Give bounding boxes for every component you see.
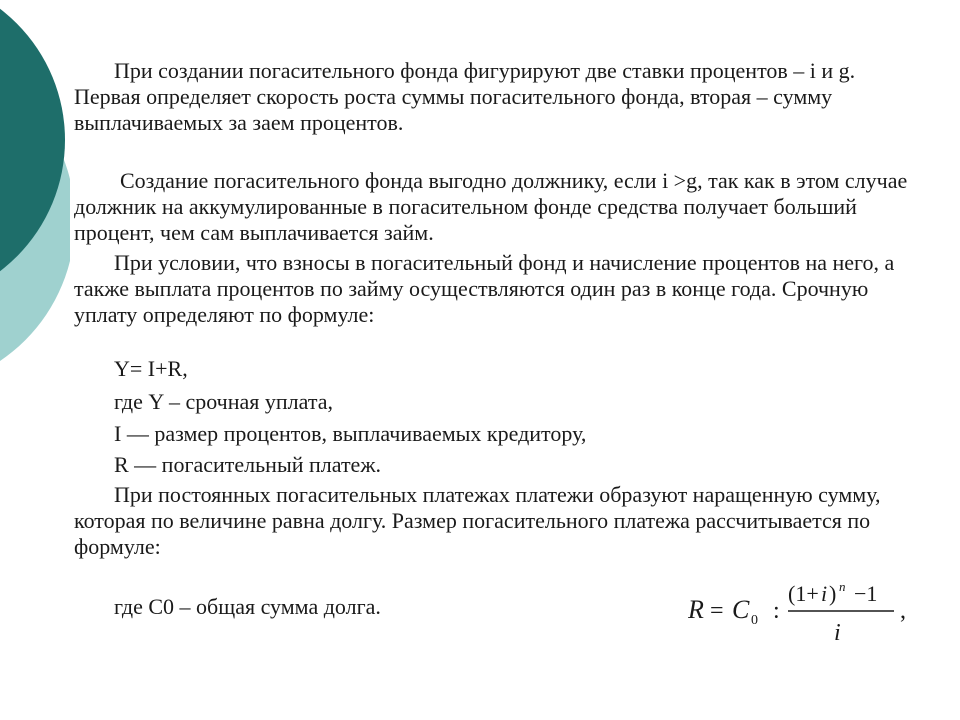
formula-c-subscript: 0 <box>751 613 758 628</box>
paragraph-payment-conditions: При условии, что взносы в погасительный фонд и начисление процентов на него, а также выплата процентов по займу осуществляются один раз в конце года. Срочную уплату определяют по формуле: <box>74 250 895 327</box>
paragraph-sinking-fund-rates: При создании погасительного фонда фигурируют две ставки процентов – i и g. Первая определяет скорость роста суммы погасительного фонда, вторая – сумму выплачиваемых за заем процентов. <box>74 58 856 135</box>
formula-denominator-i: i <box>834 620 841 646</box>
formula-c: C <box>732 595 750 624</box>
formula-numerator-i: i <box>821 581 828 606</box>
formula-comma: , <box>900 598 906 624</box>
formula-numerator-close: ) <box>829 581 837 606</box>
formula-lhs-r: R <box>688 595 704 624</box>
formula-colon: : <box>773 598 780 624</box>
definition-i: I — размер процентов, выплачиваемых кредитору, <box>114 421 587 446</box>
formula-equals: = <box>710 598 724 624</box>
formula-numerator-minus-one: −1 <box>854 581 878 606</box>
definition-r: R — погасительный платеж. <box>114 452 382 477</box>
formula-y-equals: Y= I+R, <box>114 356 188 381</box>
sinking-fund-payment-formula <box>688 578 918 648</box>
formula-exponent-n: n <box>839 579 846 594</box>
definition-y: где Y – срочная уплата, <box>114 389 333 414</box>
formula-numerator-open: (1+ <box>788 581 819 606</box>
paragraph-constant-payments: При постоянных погасительных платежах платежи образуют наращенную сумму, которая по величине равна долгу. Размер погасительного платежа рассчитывается по формуле: <box>74 482 881 559</box>
decorative-circles <box>0 0 70 430</box>
definition-c0: где С0 – общая сумма долга. <box>114 594 381 619</box>
paragraph-fund-benefit: Создание погасительного фонда выгодно должнику, если i >g, так как в этом случае должник на аккумулированные в погасительном фонде средства получает больший процент, чем сам выплачивается займ. <box>74 168 908 245</box>
